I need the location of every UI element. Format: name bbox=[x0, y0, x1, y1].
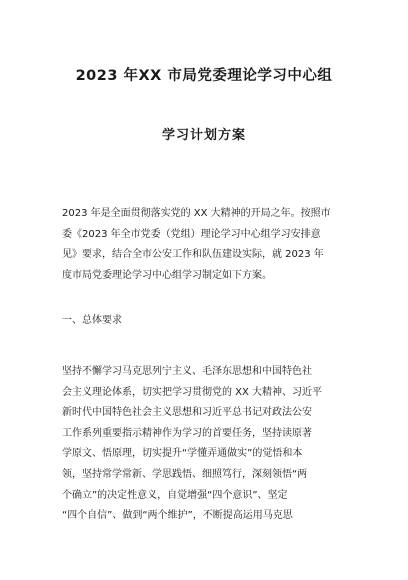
section1-paragraph bbox=[62, 362, 352, 527]
section1-line: 学原文、悟原理，切实提升“学懂弄通做实”的觉悟和本 bbox=[62, 448, 303, 460]
section1-line: 会主义理论体系，切实把学习贯彻党的 XX 大精神、习近平 bbox=[62, 386, 323, 398]
document-title: 2023 年XX 市局党委理论学习中心组 bbox=[75, 68, 333, 84]
intro-line: 2023 年是全面贯彻落实党的 XX 大精神的开局之年。按照市 bbox=[62, 208, 331, 219]
section1-line: 新时代中国特色社会主义思想和习近平总书记对政法公安 bbox=[62, 407, 312, 419]
section1-line: 个确立”的决定性意义，自觉增强“四个意识”、坚定 bbox=[62, 489, 288, 501]
section1-line: 工作系列重要指示精神作为学习的首要任务，坚持读原著 bbox=[62, 427, 312, 439]
intro-line: 见》要求，结合全市公安工作和队伍建设实际，就 2023 年 bbox=[62, 249, 324, 261]
intro-line: 度市局党委理论学习中心组学习制定如下方案。 bbox=[62, 269, 272, 281]
section1-line: “四个自信”、做到“两个维护”，不断提高运用马克思 bbox=[62, 510, 293, 522]
intro-paragraph bbox=[62, 204, 352, 286]
document-subtitle: 学习计划方案 bbox=[161, 128, 246, 143]
section1-line: 领，坚持常学常新、学思践悟、细照笃行，深刻领悟“两 bbox=[62, 468, 308, 480]
section-heading-general-requirements: 一、总体要求 bbox=[62, 315, 122, 326]
section1-line: 坚持不懈学习马克思列宁主义、毛泽东思想和中国特色社 bbox=[62, 366, 312, 377]
intro-line: 委《2023 年全市党委（党组）理论学习中心组学习安排意 bbox=[62, 228, 321, 240]
